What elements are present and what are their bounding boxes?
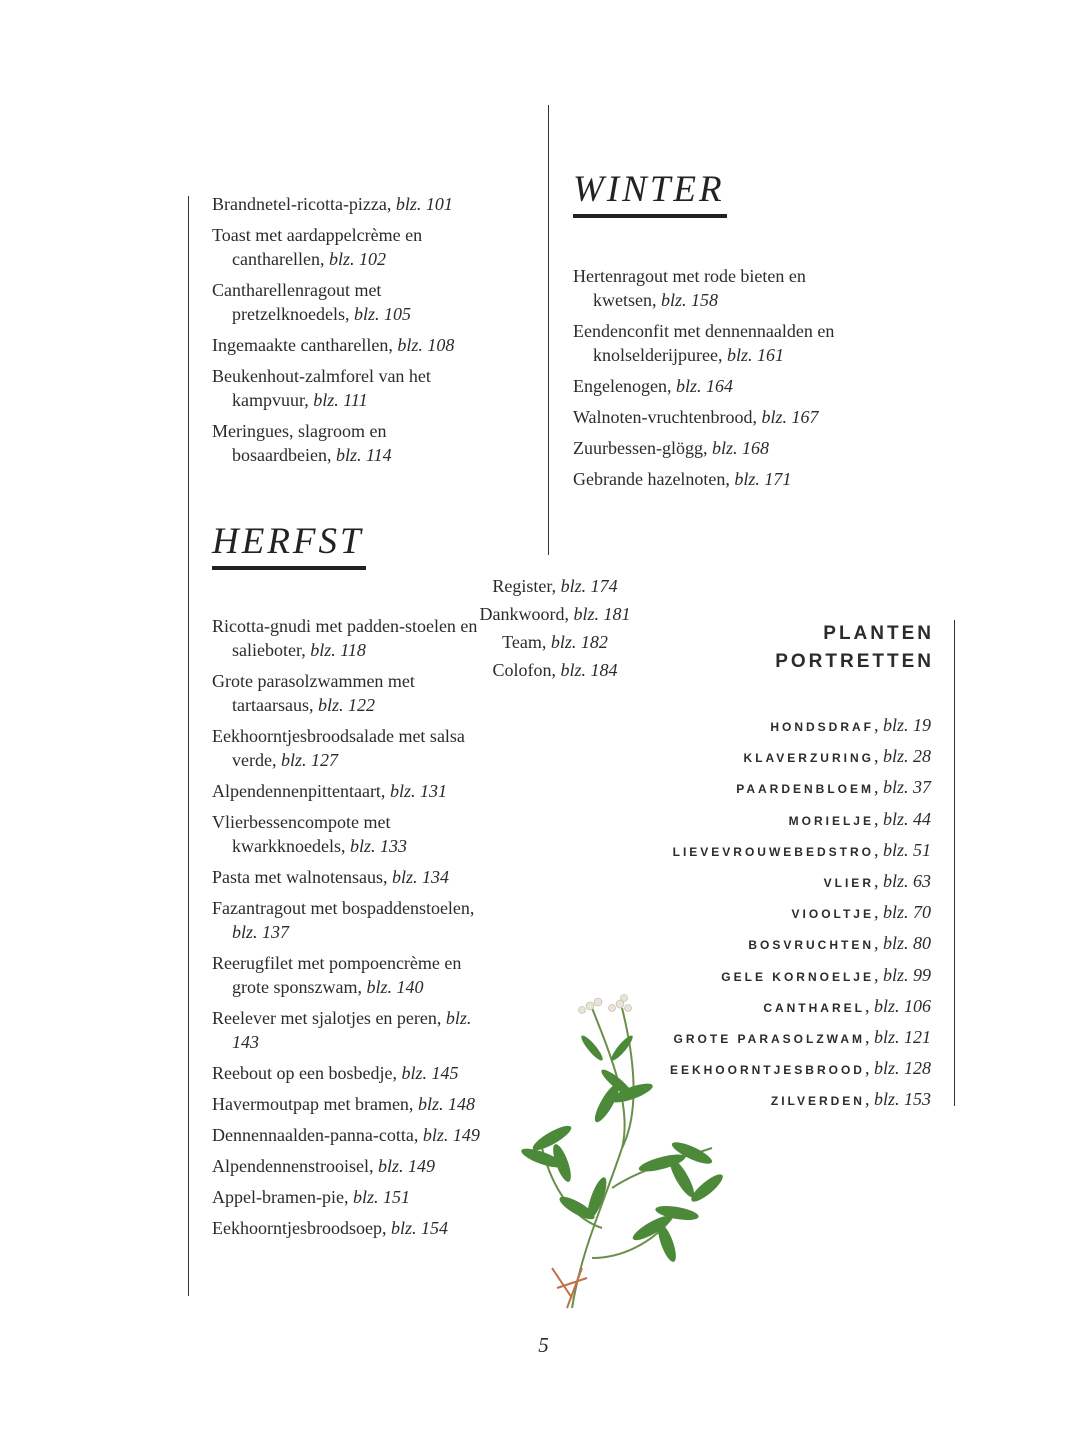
toc-entry[interactable]: Grote parasolzwammen met tartaarsaus, blz. 122 [212,671,415,715]
toc-entry[interactable]: Eekhoorntjesbroodsoep, blz. 154 [212,1218,448,1238]
toc-entry[interactable]: Ingemaakte cantharellen, blz. 108 [212,335,455,355]
winter-list [573,264,863,498]
page-number: 5 [538,1333,549,1357]
toc-entry[interactable]: Hertenragout met rode bieten en kwetsen, blz. 158 [573,266,806,310]
toc-entry[interactable]: Ricotta-gnudi met padden-stoelen en salieboter, blz. 118 [212,616,478,660]
toc-entry[interactable]: Meringues, slagroom en bosaardbeien, blz. 114 [212,421,392,465]
plants-heading-line2: PORTRETTEN [775,651,934,672]
winter-heading: WINTER [573,170,727,218]
plant-entry[interactable]: MORIELJE, blz. 44 [788,808,931,829]
toc-entry[interactable]: Eendenconfit met dennennaalden en knolselderijpuree, blz. 161 [573,321,835,365]
plant-entry[interactable]: LIEVEVROUWEBEDSTRO, blz. 51 [672,839,931,860]
left-column-rule [188,196,189,1296]
toc-entry[interactable]: Havermoutpap met bramen, blz. 148 [212,1094,475,1114]
misc-list [440,574,670,686]
left-top-list [212,192,482,474]
plants-column-rule [954,620,955,1106]
toc-entry[interactable]: Brandnetel-ricotta-pizza, blz. 101 [212,194,453,214]
toc-entry[interactable]: Walnoten-vruchtenbrood, blz. 167 [573,407,819,427]
woodruff-plant-icon [512,988,732,1318]
toc-entry[interactable]: Engelenogen, blz. 164 [573,376,733,396]
plant-entry[interactable]: GELE KORNOELJE, blz. 99 [721,964,931,985]
toc-entry[interactable]: Vlierbessencompote met kwarkknoedels, blz. 133 [212,812,407,856]
toc-entry[interactable]: Gebrande hazelnoten, blz. 171 [573,469,792,489]
toc-entry[interactable]: Cantharellenragout met pretzelknoedels, blz. 105 [212,280,411,324]
toc-entry[interactable]: Team, blz. 182 [502,632,608,652]
plant-entry[interactable]: PAARDENBLOEM, blz. 37 [736,777,931,798]
plant-entry[interactable]: CANTHAREL, blz. 106 [763,995,931,1016]
toc-entry[interactable]: Reerugfilet met pompoencrème en grote sponszwam, blz. 140 [212,953,462,997]
toc-entry[interactable]: Dankwoord, blz. 181 [479,604,631,624]
toc-entry[interactable]: Eekhoorntjesbroodsalade met salsa verde, blz. 127 [212,726,465,770]
woodruff-illustration [512,988,732,1323]
toc-entry[interactable]: Reelever met sjalotjes en peren, blz. 143 [212,1008,472,1052]
herfst-heading: HERFST [212,522,366,570]
plant-entry[interactable]: VIOOLTJE, blz. 70 [791,902,931,923]
toc-entry[interactable]: Alpendennenpittentaart, blz. 131 [212,781,447,801]
toc-entry[interactable]: Zuurbessen-glögg, blz. 168 [573,438,769,458]
toc-entry[interactable]: Alpendennenstrooisel, blz. 149 [212,1156,435,1176]
plant-entry[interactable]: ZILVERDEN, blz. 153 [770,1089,931,1110]
toc-entry[interactable]: Colofon, blz. 184 [492,660,618,680]
plant-entry[interactable]: EEKHOORNTJESBROOD, blz. 128 [669,1058,931,1079]
toc-entry[interactable]: Appel-bramen-pie, blz. 151 [212,1187,410,1207]
toc-entry[interactable]: Beukenhout-zalmforel van het kampvuur, blz. 111 [212,366,431,410]
toc-entry[interactable]: Pasta met walnotensaus, blz. 134 [212,867,449,887]
toc-entry[interactable]: Dennennaalden-panna-cotta, blz. 149 [212,1125,480,1145]
toc-entry[interactable]: Fazantragout met bospaddenstoelen, blz. 137 [212,898,475,942]
plant-entry[interactable]: KLAVERZURING, blz. 28 [743,746,931,767]
herfst-list [212,614,492,1247]
plants-heading-line1: PLANTEN [823,623,934,644]
plant-entry[interactable]: BOSVRUCHTEN, blz. 80 [748,933,931,954]
toc-entry[interactable]: Reebout op een bosbedje, blz. 145 [212,1063,459,1083]
plant-entry[interactable]: GROTE PARASOLZWAM, blz. 121 [673,1026,931,1047]
plant-entry[interactable]: HONDSDRAF, blz. 19 [770,715,931,735]
plant-entry[interactable]: VLIER, blz. 63 [823,870,931,891]
toc-entry[interactable]: Toast met aardappelcrème en cantharellen, blz. 102 [212,225,423,269]
plants-heading [775,620,934,676]
toc-entry[interactable]: Register, blz. 174 [492,576,618,596]
center-column-rule [548,105,549,555]
